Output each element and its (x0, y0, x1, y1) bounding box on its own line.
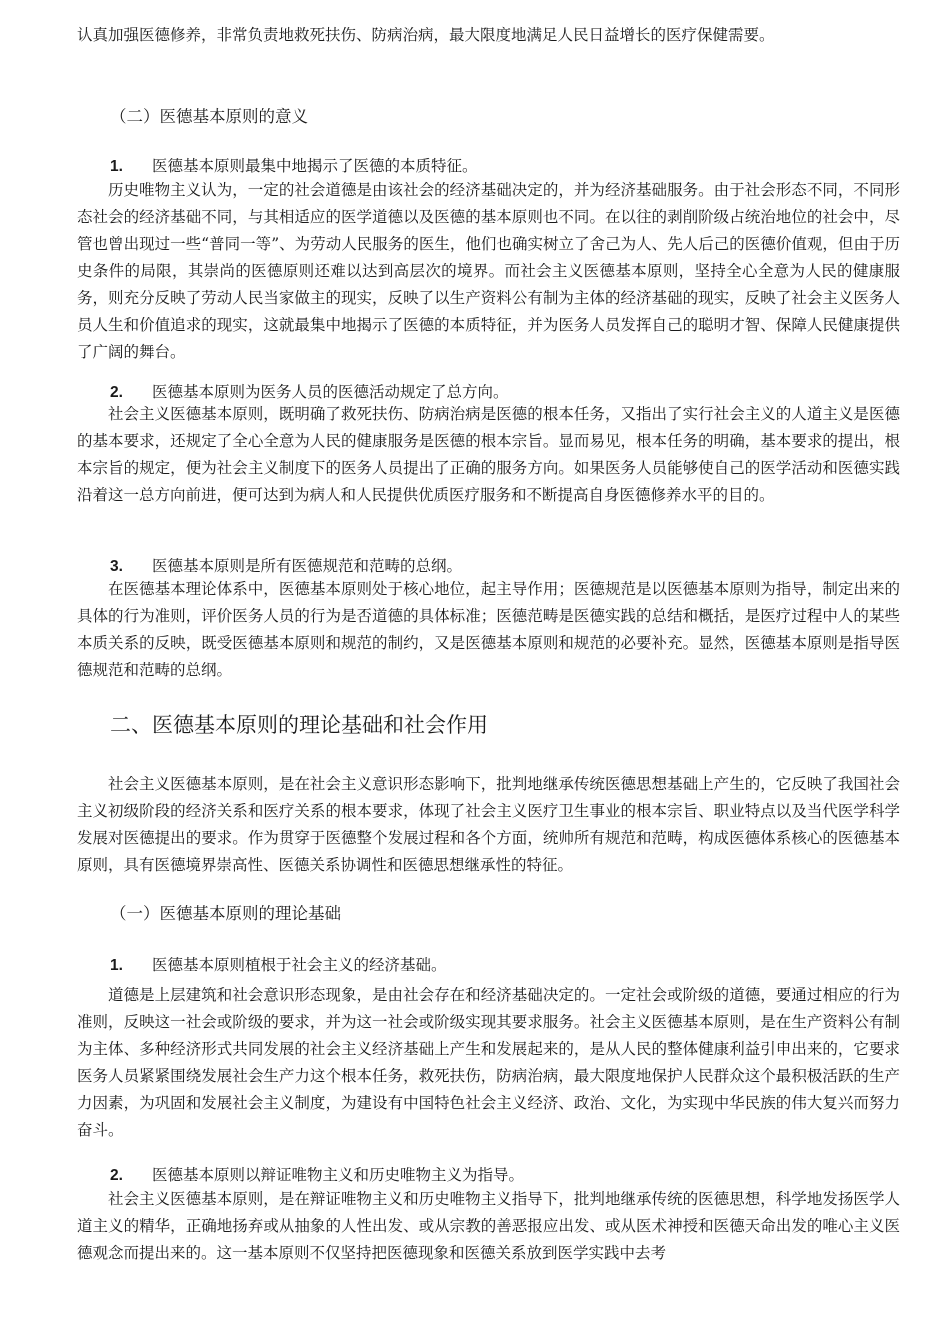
item-title: 医德基本原则最集中地揭示了医德的本质特征。 (152, 157, 478, 175)
item-title: 医德基本原则为医务人员的医德活动规定了总方向。 (152, 383, 509, 401)
basis-item-2 (110, 1163, 524, 1188)
subsection-heading-basis: （一）医德基本原则的理论基础 (110, 904, 341, 923)
numbered-item-1 (110, 154, 478, 179)
basis-2-body: 社会主义医德基本原则，是在辩证唯物主义和历史唯物主义指导下，批判地继承传统的医德思想，科学地发扬医学人道主义的精华，正确地扬弃或从抽象的人性出发、或从宗教的善恶报应出发、或从医术神授和医德天命出发的唯心主义医德观念而提出来的。这一基本原则不仅坚持把医德现象和医德关系放到医学实践中去考 (77, 1190, 900, 1262)
section-2-intro: 社会主义医德基本原则，是在社会主义意识形态影响下，批判地继承传统医德思想基础上产生的，它反映了我国社会主义初级阶段的经济关系和医疗关系的根本要求，体现了社会主义医疗卫生事业的根本宗旨、职业特点以及当代医学科学发展对医德提出的要求。作为贯穿于医德整个发展过程和各个方面，统帅所有规范和范畴，构成医德体系核心的医德基本原则，具有医德境界崇高性、医德关系协调性和医德思想继承性的特征。 (77, 775, 900, 874)
item-number: 1. (110, 957, 123, 974)
item-title: 医德基本原则以辩证唯物主义和历史唯物主义为指导。 (152, 1166, 525, 1184)
lead-paragraph: 认真加强医德修养，非常负责地救死扶伤、防病治病，最大限度地满足人民日益增长的医疗保健需要。 (77, 26, 775, 44)
item-2-body: 社会主义医德基本原则，既明确了救死扶伤、防病治病是医德的根本任务，又指出了实行社会主义的人道主义是医德的基本要求，还规定了全心全意为人民的健康服务是医德的根本宗旨。显而易见，根本任务的明确，基本要求的提出，根本宗旨的规定，便为社会主义制度下的医务人员提出了正确的服务方向。如果医务人员能够使自己的医学活动和医德实践沿着这一总方向前进，便可达到为病人和人民提供优质医疗服务和不断提高自身医德修养水平的目的。 (77, 405, 900, 504)
item-1-body: 历史唯物主义认为，一定的社会道德是由该社会的经济基础决定的，并为经济基础服务。由于社会形态不同，不同形态社会的经济基础不同，与其相适应的医学道德以及医德的基本原则也不同。在以往的剥削阶级占统治地位的社会中，尽管也曾出现过一些“普同一等”、为劳动人民服务的医生，他们也确实树立了舍己为人、先人后己的医德价值观，但由于历史条件的局限，其崇尚的医德原则还难以达到高层次的境界。而社会主义医德基本原则，坚持全心全意为人民的健康服务，则充分反映了劳动人民当家做主的现实，反映了以生产资料公有制为主体的经济基础的现实，反映了社会主义医务人员人生和价值追求的现实，这就最集中地揭示了医德的本质特征，并为医务人员发挥自己的聪明才智、保障人民健康提供了广阔的舞台。 (77, 181, 900, 361)
basis-1-body: 道德是上层建筑和社会意识形态现象，是由社会存在和经济基础决定的。一定社会或阶级的道德，要通过相应的行为准则，反映这一社会或阶级的要求，并为这一社会或阶级实现其要求服务。社会主义医德基本原则，是在生产资料公有制为主体、多种经济形式共同发展的社会主义经济基础上产生和发展起来的，是从人民的整体健康利益引申出来的，它要求医务人员紧紧围绕发展社会生产力这个根本任务，救死扶伤，防病治病，最大限度地保护人民群众这个最积极活跃的生产力因素，为巩固和发展社会主义制度，为建设有中国特色社会主义经济、政治、文化，为实现中华民族的伟大复兴而努力奋斗。 (77, 986, 900, 1139)
item-number: 2. (110, 1167, 123, 1184)
basis-item-1 (110, 953, 447, 978)
item-3-body: 在医德基本理论体系中，医德基本原则处于核心地位，起主导作用；医德规范是以医德基本原则为指导，制定出来的具体的行为准则，评价医务人员的行为是否道德的具体标准；医德范畴是医德实践的总结和概括，是医疗过程中人的某些本质关系的反映，既受医德基本原则和规范的制约，又是医德基本原则和规范的必要补充。显然，医德基本原则是指导医德规范和范畴的总纲。 (77, 580, 900, 679)
subsection-heading-significance: （二）医德基本原则的意义 (110, 107, 308, 126)
item-number: 3. (110, 558, 123, 575)
section-2-heading: 二、医德基本原则的理论基础和社会作用 (110, 713, 488, 737)
item-title: 医德基本原则植根于社会主义的经济基础。 (152, 956, 447, 974)
item-number: 2. (110, 384, 123, 401)
item-number: 1. (110, 158, 123, 175)
item-title: 医德基本原则是所有医德规范和范畴的总纲。 (152, 557, 463, 575)
